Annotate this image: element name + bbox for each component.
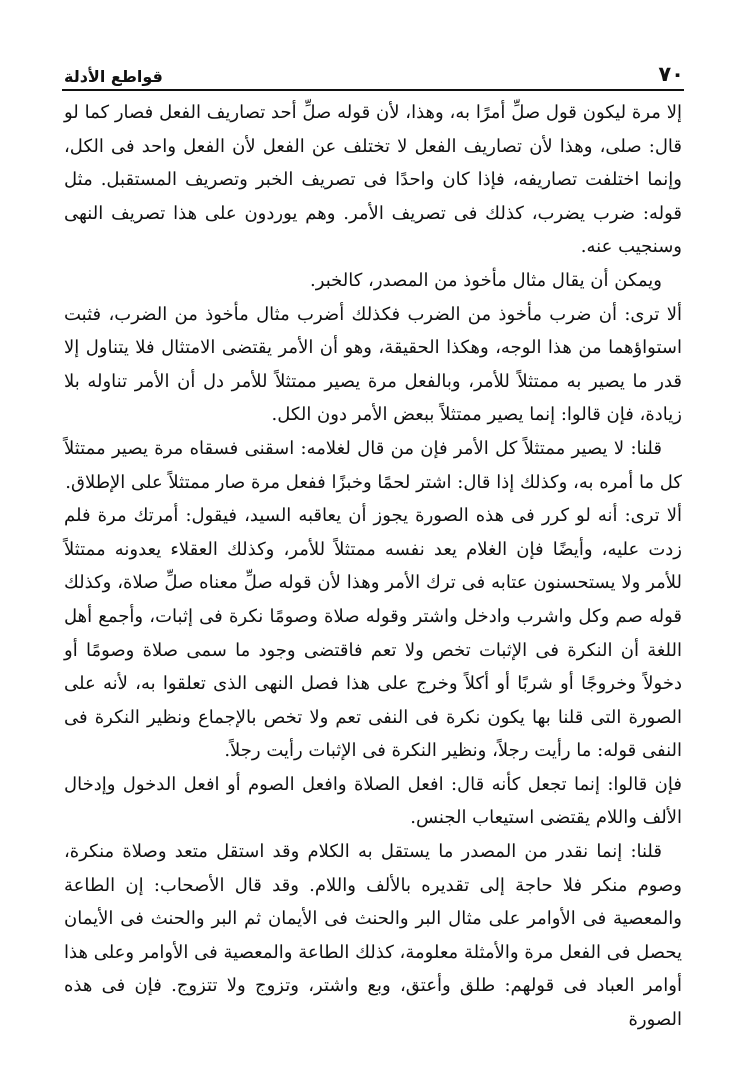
paragraph: قلنا: إنما نقدر من المصدر ما يستقل به الكلام وقد استقل متعد وصلاة منكرة، وصوم منكر فلا حاجة إلى تقديره بالألف واللام. وقد قال الأصحاب: إن الطاعة والمعصية فى الأوامر على مثال البر والحنث فى الأيمان ثم البر والحنث فى الأيمان يحصل فى الفعل مرة والأمثلة معلومة، كذلك الطاعة والمعصية فى الأوامر وعلى هذا أوامر العباد فى قولهم: طلق وأعتق، وبع واشتر، وتزوج ولا تتزوج. فإن فى هذه الصورة <box>64 841 682 1031</box>
paragraph: فإن قالوا: إنما تجعل كأنه قال: افعل الصلاة وافعل الصوم أو افعل الدخول وإدخال الألف واللام يقتضى استيعاب الجنس. <box>64 773 682 829</box>
paragraph: ويمكن أن يقال مثال مأخوذ من المصدر، كالخبر. <box>310 269 662 291</box>
body-text <box>64 96 682 1037</box>
header-rule <box>62 89 684 91</box>
page-number: ٧٠ <box>658 62 684 86</box>
paragraph: ألا ترى: أنه لو كرر فى هذه الصورة يجوز أن يعاقبه السيد، فيقول: أمرتك مرة فلم زدت عليه، وأيضًا فإن الغلام يعد نفسه ممتثلاً للأمر، وكذلك العقلاء يعدونه ممتثلاً للأمر ولا يستحسنون عتابه فى ترك الأمر وهذا لأن قوله صلِّ معناه صلِّ صلاة، وكذلك قوله صم وكل واشرب وادخل واشتر وقوله صلاة وصومًا نكرة فى إثبات، وأجمع أهل اللغة أن النكرة فى الإثبات تخص ولا تعم فاقتضى وجود ما سمى صلاة وصومًا أو دخولاً وخروجًا أو شربًا أو أكلاً وخرج على هذا فصل النهى الذى تعلقوا به، لأنه على الصورة التى قلنا بها يكون نكرة فى النفى تعم ولا تخص بالإجماع ونظير النكرة فى النفى قوله: ما رأيت رجلاً، ونظير النكرة فى الإثبات رأيت رجلاً. <box>64 505 682 762</box>
book-title: قواطع الأدلة <box>64 67 163 86</box>
paragraph: ألا ترى: أن ضرب مأخوذ من الضرب فكذلك أضرب مثال مأخوذ من الضرب، فثبت استواؤهما من هذا الوجه، وهكذا الحقيقة، وهو أن الأمر يقتضى الامتثال فلا يتناول إلا قدر ما يصير به ممتثلاً للأمر، وبالفعل مرة يصير ممتثلاً للأمر دل أن الأمر تناوله بلا زيادة، فإن قالوا: إنما يصير ممتثلاً ببعض الأمر دون الكل. <box>64 303 682 426</box>
paragraph: قلنا: لا يصير ممتثلاً كل الأمر فإن من قال لغلامه: اسقنى فسقاه مرة يصير ممتثلاً كل ما أمره به، وكذلك إذا قال: اشتر لحمًا وخبزًا ففعل مرة صار ممتثلاً على الإطلاق. <box>64 437 682 493</box>
paragraph: إلا مرة ليكون قول صلِّ أمرًا به، وهذا، لأن قوله صلِّ أحد تصاريف الفعل فصار كما لو قال: صلى، وهذا لأن تصاريف الفعل لا تختلف عن الفعل لأن الفعل واحد فى الكل، وإنما اختلفت تصاريفه، فإذا كان واحدًا فى تصريف الخبر وتصريف المستقبل. مثل قوله: ضرب يضرب، كذلك فى تصريف الأمر. وهم يوردون على هذا تصريف النهى وسنجيب عنه. <box>64 102 682 258</box>
running-head <box>64 58 684 86</box>
